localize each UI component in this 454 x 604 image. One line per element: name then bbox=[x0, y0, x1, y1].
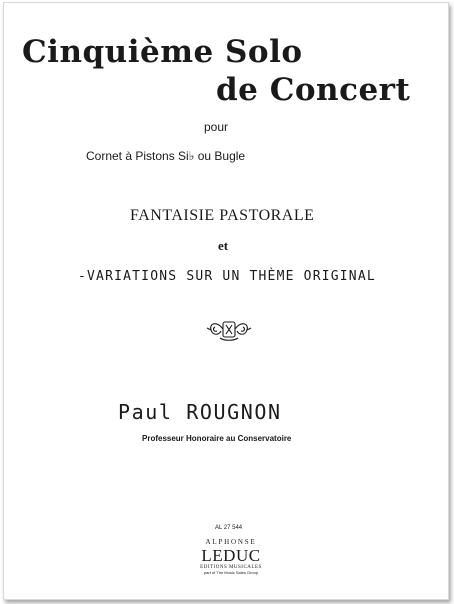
title-line-2: de Concert bbox=[216, 72, 411, 108]
publisher-logo-line-1: ALPHONSE bbox=[205, 538, 257, 546]
score-cover-page bbox=[3, 2, 449, 600]
publisher-logo-line-2: LEDUC bbox=[201, 546, 261, 565]
publisher-logo-line-4: part of The Music Sales Group bbox=[203, 570, 259, 575]
composer-title: Professeur Honoraire au Conservatoire bbox=[142, 434, 292, 443]
catalog-number: AL 27 544 bbox=[215, 525, 243, 531]
composer-name: Paul ROUGNON bbox=[118, 400, 282, 424]
subtitle-fantaisie: FANTAISIE PASTORALE bbox=[130, 207, 315, 224]
title-line-1: Cinquième Solo bbox=[22, 34, 303, 70]
pour-text: pour bbox=[204, 120, 229, 134]
floral-ornament-icon bbox=[206, 317, 252, 343]
publisher-logo bbox=[192, 539, 270, 575]
conjunction-et: et bbox=[218, 238, 229, 253]
subtitle-variations: -VARIATIONS SUR UN THÈME ORIGINAL bbox=[78, 269, 376, 284]
instrumentation-text: Cornet à Pistons Si♭ ou Bugle bbox=[86, 149, 246, 163]
publisher-logo-line-3: EDITIONS MUSICALES bbox=[200, 565, 262, 570]
